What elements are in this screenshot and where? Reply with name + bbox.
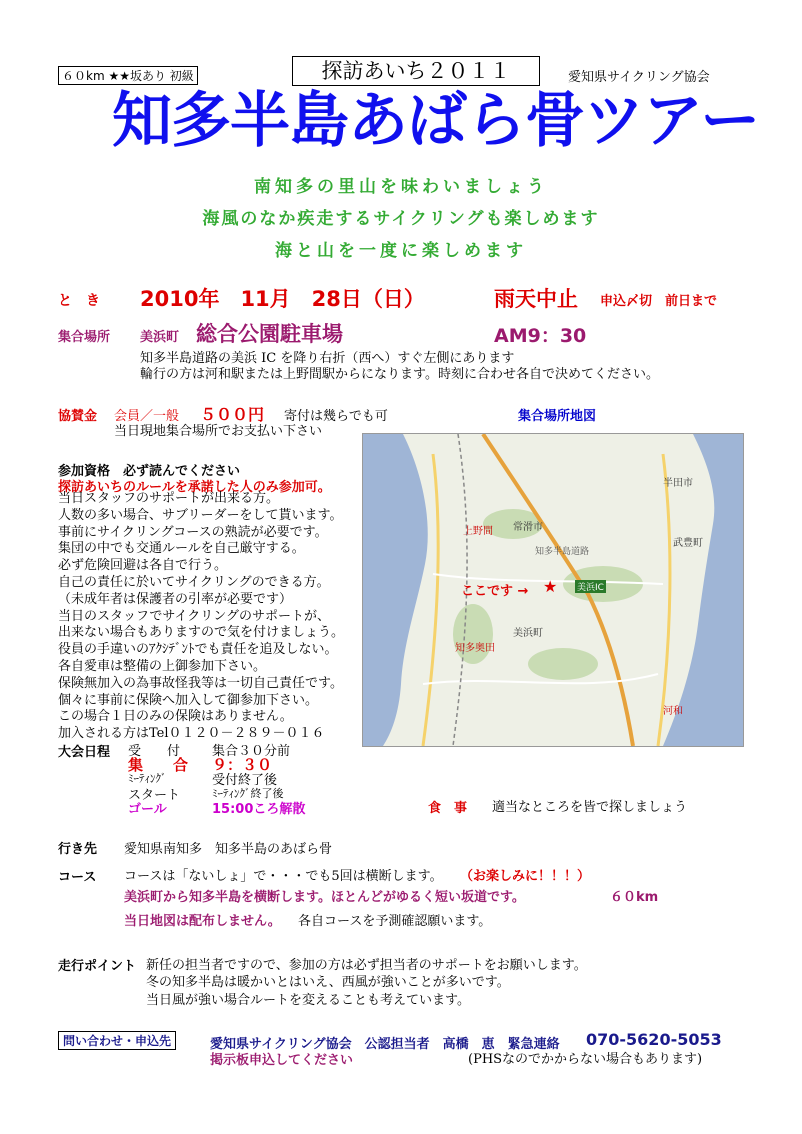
schedule-item-name: スタート xyxy=(128,788,181,803)
eligibility-list xyxy=(58,491,344,743)
map-place-label: 知多奥田 xyxy=(455,643,495,654)
map-place-label: 半田市 xyxy=(663,478,693,489)
day-schedule-label: 大会日程 xyxy=(58,745,111,760)
course-map-note: 当日地図は配布しません。 xyxy=(124,914,281,929)
eligibility-line: 当日のスタッフでサイクリングのサポートが、 xyxy=(58,608,330,624)
destination-label: 行き先 xyxy=(58,842,98,857)
meal-text: 適当なところを皆で探しましょう xyxy=(492,800,688,815)
eligibility-line: 当日スタッフのサポートが出来る方。 xyxy=(58,491,280,506)
course-distance: ６０km xyxy=(610,890,659,905)
contact-info: 愛知県サイクリング協会 公認担当者 高橋 恵 緊急連絡 xyxy=(210,1037,560,1052)
eligibility-line: （未成年者は保護者の引率が必要です） xyxy=(58,591,293,607)
page-title: 知多半島あばら骨ツアー xyxy=(112,86,760,156)
schedule-item-name: ゴール xyxy=(128,802,167,817)
eligibility-heading: 参加資格 必ず読んでください xyxy=(58,464,241,479)
map-place-label: 常滑市 xyxy=(513,522,543,533)
map-marker-label: ここです → xyxy=(461,584,529,599)
points-label: 走行ポイント xyxy=(58,959,137,974)
fee-type: 会員／一般 xyxy=(114,409,180,424)
fee-amount: ５００円 xyxy=(200,405,265,424)
meal-label: 食 事 xyxy=(428,801,468,816)
points-line: 新任の担当者ですので、参加の方は必ず担当者のサポートをお願いします。 xyxy=(146,958,587,973)
tagline-2: 海風のなか疾走するサイクリングも楽しめます xyxy=(202,209,600,229)
organizer-name: 愛知県サイクリング協会 xyxy=(568,70,710,85)
contact-phone[interactable]: 070-5620-5053 xyxy=(586,1030,722,1049)
points-line: 冬の知多半島は暖かいとはいえ、西風が強いことが多いです。 xyxy=(146,975,510,990)
deadline: 申込〆切 前日まで xyxy=(600,294,718,309)
rain-cancel: 雨天中止 xyxy=(494,287,578,311)
tagline-1: 南知多の里山を味わいましょう xyxy=(254,177,548,197)
board-note: 掲示板申込してください xyxy=(210,1053,354,1068)
tagline-3: 海と山を一度に楽しめます xyxy=(275,241,527,261)
map-place-label: 武豊町 xyxy=(673,538,703,549)
points-line: 当日風が強い場合ルートを変えることも考えています。 xyxy=(146,993,470,1008)
map-place-label: 上野間 xyxy=(463,526,493,537)
meeting-time: AM9：30 xyxy=(494,325,587,347)
phs-note: (PHSなのでかからない場合もあります) xyxy=(468,1052,703,1067)
fee-label: 協賛金 xyxy=(58,409,98,424)
map-marker-star-icon: ★ xyxy=(543,577,558,596)
course-fun-note: （お楽しみに！！！） xyxy=(460,869,591,884)
map-place-label: 河和 xyxy=(663,706,683,717)
payment-note: 当日現地集合場所でお支払い下さい xyxy=(114,424,323,439)
meeting-place: 総合公園駐車場 xyxy=(196,322,343,346)
schedule-item-value: 15:00ころ解散 xyxy=(212,802,306,817)
eligibility-line: 個々に事前に保険へ加入して御参加下さい。 xyxy=(58,692,319,708)
eligibility-line: 各自愛車は整備の上御参加下さい。 xyxy=(58,658,267,674)
event-date: 2010年 11月 28日（日） xyxy=(140,287,425,311)
eligibility-line: 役員の手違いのｱｸｼﾃﾞﾝﾄでも責任を追及しない。 xyxy=(58,642,338,658)
eligibility-line: 保険無加入の為事故怪我等は一切自己責任です。 xyxy=(58,675,343,691)
schedule-item-name: 集 合 xyxy=(128,756,189,774)
eligibility-line: 自己の責任に於いてサイクリングのできる方。 xyxy=(58,574,330,590)
contact-label: 問い合わせ・申込先 xyxy=(58,1031,176,1050)
schedule-item-value: 集合３０分前 xyxy=(212,744,291,759)
schedule-item-value: 受付終了後 xyxy=(212,773,278,788)
directions-line-2: 輪行の方は河和駅または上野間駅からになります。時刻に合わせ各自で決めてください。 xyxy=(140,367,659,382)
course-line-3: 各自コースを予測確認願います。 xyxy=(298,914,492,929)
map-place-label: 美浜IC xyxy=(575,580,606,593)
donation-note: 寄付は幾らでも可 xyxy=(284,409,388,424)
meeting-place-map[interactable] xyxy=(362,433,744,747)
schedule-item-name: 受 付 xyxy=(128,744,181,759)
directions-line-1: 知多半島道路の美浜 IC を降り右折（西へ）すぐ左側にあります xyxy=(140,351,515,366)
course-line-2: 美浜町から知多半島を横断します。ほとんどがゆるく短い坂道です。 xyxy=(124,890,525,905)
map-place-label: 美浜町 xyxy=(513,628,543,639)
eligibility-line: 必ず危険回避は各自で行う。 xyxy=(58,558,228,574)
meeting-town: 美浜町 xyxy=(140,330,180,345)
eligibility-line: 人数の多い場合、サブリーダーをして貰います。 xyxy=(58,507,343,523)
eligibility-line: 出来ない場合もありますので気を付けましょう。 xyxy=(58,625,345,641)
schedule-item-value: ﾐｰﾃｨﾝｸﾞ終了後 xyxy=(212,787,284,800)
date-label: と き xyxy=(58,293,100,309)
eligibility-line: 事前にサイクリングコースの熟読が必要です。 xyxy=(58,524,328,540)
map-place-label: 知多半島道路 xyxy=(535,547,590,557)
level-badge: ６０km ★★坂あり 初級 xyxy=(58,66,198,85)
meeting-label: 集合場所 xyxy=(58,330,111,345)
eligibility-line: この場合１日のみの保険はありません。 xyxy=(58,709,293,725)
eligibility-line: 集団の中でも交通ルールを自己厳守する。 xyxy=(58,541,305,557)
map-heading: 集合場所地図 xyxy=(518,409,597,424)
eligibility-line: 加入される方はTel０１２０－２８９－０１６ xyxy=(58,726,325,742)
course-line-1: コースは「ないしょ」で・・・でも5回は横断します。 xyxy=(124,869,443,884)
course-label: コース xyxy=(58,870,97,885)
destination-text: 愛知県南知多 知多半島のあばら骨 xyxy=(124,842,333,857)
schedule-item-value: ９：３０ xyxy=(212,756,273,774)
event-series-box: 探訪あいち２０１１ xyxy=(292,56,540,86)
eligibility-rule: 探訪あいちのルールを承諾した人のみ参加可。 xyxy=(58,480,331,495)
schedule-item-name: ﾐｰﾃｨﾝｸﾞ xyxy=(128,772,167,785)
